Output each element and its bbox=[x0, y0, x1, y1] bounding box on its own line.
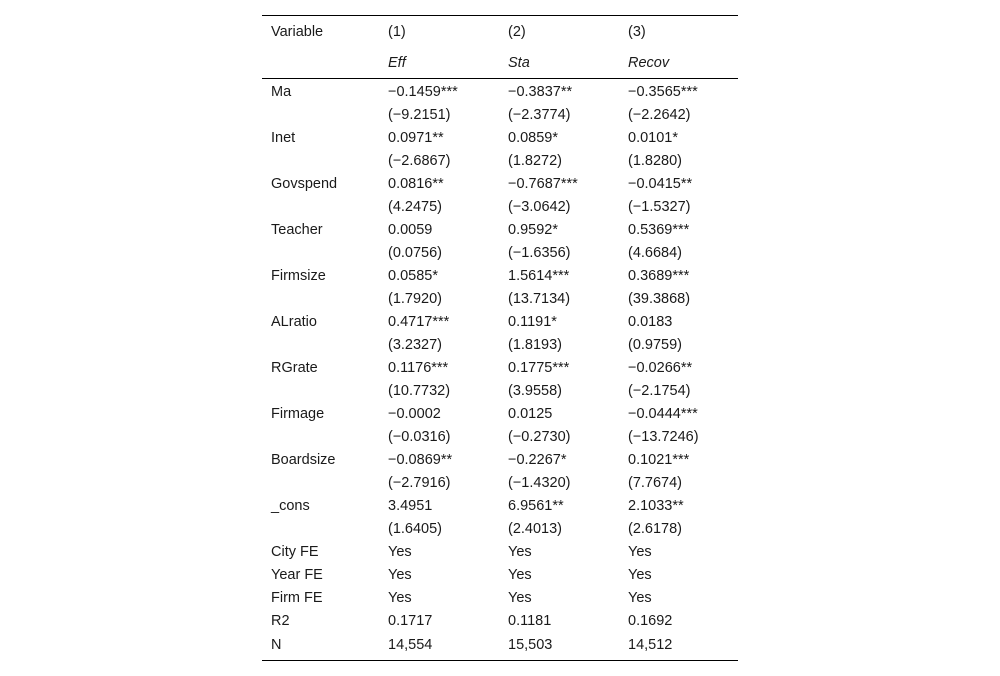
cell-col-1: 0.0059 bbox=[388, 221, 433, 238]
cell-col-1: 0.1176*** bbox=[388, 359, 449, 376]
cell-col-3: Yes bbox=[628, 589, 652, 606]
row-label: Boardsize bbox=[271, 451, 336, 468]
table-row bbox=[262, 494, 738, 517]
cell-col-1: −0.0869** bbox=[388, 451, 453, 468]
table-row bbox=[262, 586, 738, 609]
cell-col-2: Yes bbox=[508, 566, 532, 583]
table-row bbox=[262, 195, 738, 218]
subheader-variable bbox=[262, 47, 379, 79]
row-label: Ma bbox=[271, 83, 292, 100]
cell-col-2: (2.4013) bbox=[508, 520, 563, 537]
header-variable: Variable bbox=[262, 16, 379, 48]
cell-col-1: (1.7920) bbox=[388, 290, 443, 307]
table-row bbox=[262, 379, 738, 402]
table-row bbox=[262, 172, 738, 195]
cell-col-2: −0.2267* bbox=[508, 451, 567, 468]
cell-col-1: 0.0971** bbox=[388, 129, 444, 146]
cell-col-3: (−13.7246) bbox=[628, 428, 699, 445]
cell-col-2: (1.8272) bbox=[508, 152, 563, 169]
cell-col-1: (3.2327) bbox=[388, 336, 443, 353]
cell-col-3: 0.1021*** bbox=[628, 451, 690, 468]
subheader-row bbox=[262, 47, 738, 79]
table-row bbox=[262, 218, 738, 241]
cell-col-3: 2.1033** bbox=[628, 497, 684, 514]
cell-col-3: (−2.2642) bbox=[628, 106, 691, 123]
header-row bbox=[262, 16, 738, 48]
cell-col-2: 0.1181 bbox=[508, 612, 552, 629]
cell-col-3: (7.7674) bbox=[628, 474, 683, 491]
table-body bbox=[262, 79, 738, 661]
header-col-3: (3) bbox=[619, 16, 738, 48]
row-label: Inet bbox=[271, 129, 296, 146]
table-row bbox=[262, 425, 738, 448]
table-row bbox=[262, 103, 738, 126]
cell-col-2: (−0.2730) bbox=[508, 428, 571, 445]
cell-col-2: (−2.3774) bbox=[508, 106, 571, 123]
cell-col-1: 14,554 bbox=[379, 632, 499, 661]
cell-col-2: −0.3837** bbox=[508, 83, 573, 100]
cell-col-1: −0.0002 bbox=[388, 405, 441, 422]
cell-col-1: 0.0816** bbox=[388, 175, 444, 192]
table-row bbox=[262, 287, 738, 310]
row-label: Firmage bbox=[271, 405, 325, 422]
cell-col-2: 15,503 bbox=[499, 632, 619, 661]
cell-col-3: (−1.5327) bbox=[628, 198, 691, 215]
table-row bbox=[262, 632, 738, 661]
cell-col-3: −0.0444*** bbox=[628, 405, 698, 422]
cell-col-2: (−1.4320) bbox=[508, 474, 571, 491]
header-col-2: (2) bbox=[499, 16, 619, 48]
cell-col-1: 0.0585* bbox=[388, 267, 438, 284]
cell-col-3: 0.5369*** bbox=[628, 221, 690, 238]
cell-col-1: −0.1459*** bbox=[388, 83, 458, 100]
table-row bbox=[262, 149, 738, 172]
cell-col-2: (−1.6356) bbox=[508, 244, 571, 261]
row-label bbox=[262, 379, 379, 402]
table-row bbox=[262, 126, 738, 149]
row-label bbox=[262, 149, 379, 172]
table-header bbox=[262, 16, 738, 79]
row-label: Govspend bbox=[271, 175, 338, 192]
cell-col-1: (−0.0316) bbox=[388, 428, 451, 445]
row-label bbox=[262, 333, 379, 356]
cell-col-1: (0.0756) bbox=[388, 244, 443, 261]
cell-col-3: (4.6684) bbox=[628, 244, 683, 261]
cell-col-3: −0.0266** bbox=[628, 359, 693, 376]
cell-col-2: Yes bbox=[508, 589, 532, 606]
subheader-recov: Recov bbox=[619, 47, 738, 79]
cell-col-2: 0.1191* bbox=[508, 313, 557, 330]
regression-table-container bbox=[262, 15, 738, 661]
cell-col-3: 0.0101* bbox=[628, 129, 678, 146]
cell-col-2: 0.0859* bbox=[508, 129, 558, 146]
cell-col-2: 1.5614*** bbox=[508, 267, 570, 284]
cell-col-1: (−2.6867) bbox=[388, 152, 451, 169]
row-label: N bbox=[262, 632, 379, 661]
cell-col-2: 0.1775*** bbox=[508, 359, 570, 376]
row-label: Firmsize bbox=[271, 267, 326, 284]
table-row bbox=[262, 402, 738, 425]
cell-col-2: Yes bbox=[508, 543, 532, 560]
table-row bbox=[262, 79, 738, 104]
row-label bbox=[262, 103, 379, 126]
cell-col-1: Yes bbox=[388, 543, 412, 560]
subheader-eff: Eff bbox=[379, 47, 499, 79]
row-label bbox=[262, 241, 379, 264]
table-row bbox=[262, 540, 738, 563]
cell-col-2: (13.7134) bbox=[508, 290, 571, 307]
cell-col-2: −0.7687*** bbox=[508, 175, 578, 192]
cell-col-1: (10.7732) bbox=[388, 382, 451, 399]
cell-col-1: (−2.7916) bbox=[388, 474, 451, 491]
cell-col-1: 0.4717*** bbox=[388, 313, 450, 330]
cell-col-3: 0.1692 bbox=[628, 612, 673, 629]
cell-col-3: (1.8280) bbox=[628, 152, 683, 169]
cell-col-2: (1.8193) bbox=[508, 336, 563, 353]
cell-col-1: (−9.2151) bbox=[388, 106, 451, 123]
cell-col-1: (4.2475) bbox=[388, 198, 443, 215]
cell-col-3: (2.6178) bbox=[628, 520, 683, 537]
row-label: City FE bbox=[271, 543, 319, 560]
cell-col-2: (3.9558) bbox=[508, 382, 563, 399]
row-label bbox=[262, 287, 379, 310]
cell-col-3: (0.9759) bbox=[628, 336, 683, 353]
table-row bbox=[262, 609, 738, 632]
cell-col-2: 6.9561** bbox=[508, 497, 564, 514]
cell-col-2: (−3.0642) bbox=[508, 198, 571, 215]
table-row bbox=[262, 264, 738, 287]
row-label: RGrate bbox=[271, 359, 318, 376]
subheader-sta: Sta bbox=[499, 47, 619, 79]
cell-col-3: Yes bbox=[628, 566, 652, 583]
cell-col-3: −0.3565*** bbox=[628, 83, 698, 100]
cell-col-1: Yes bbox=[388, 589, 412, 606]
row-label: ALratio bbox=[271, 313, 317, 330]
cell-col-3: Yes bbox=[628, 543, 652, 560]
cell-col-2: 0.9592* bbox=[508, 221, 558, 238]
cell-col-3: 0.0183 bbox=[628, 313, 673, 330]
cell-col-3: 14,512 bbox=[619, 632, 738, 661]
row-label bbox=[262, 195, 379, 218]
cell-col-1: 0.1717 bbox=[388, 612, 433, 629]
row-label: _cons bbox=[271, 497, 310, 514]
cell-col-3: 0.3689*** bbox=[628, 267, 690, 284]
cell-col-3: (−2.1754) bbox=[628, 382, 691, 399]
table-row bbox=[262, 310, 738, 333]
cell-col-3: −0.0415** bbox=[628, 175, 693, 192]
cell-col-1: (1.6405) bbox=[388, 520, 443, 537]
cell-col-3: (39.3868) bbox=[628, 290, 691, 307]
cell-col-2: 0.0125 bbox=[508, 405, 553, 422]
row-label bbox=[262, 471, 379, 494]
table-row bbox=[262, 448, 738, 471]
table-row bbox=[262, 563, 738, 586]
cell-col-1: Yes bbox=[388, 566, 412, 583]
regression-table bbox=[262, 15, 738, 661]
row-label: R2 bbox=[271, 612, 290, 629]
table-row bbox=[262, 517, 738, 540]
row-label: Teacher bbox=[271, 221, 323, 238]
table-row bbox=[262, 241, 738, 264]
header-col-1: (1) bbox=[379, 16, 499, 48]
table-row bbox=[262, 471, 738, 494]
row-label: Firm FE bbox=[271, 589, 323, 606]
table-row bbox=[262, 356, 738, 379]
row-label: Year FE bbox=[271, 566, 323, 583]
cell-col-1: 3.4951 bbox=[388, 497, 433, 514]
row-label bbox=[262, 517, 379, 540]
row-label bbox=[262, 425, 379, 448]
table-row bbox=[262, 333, 738, 356]
